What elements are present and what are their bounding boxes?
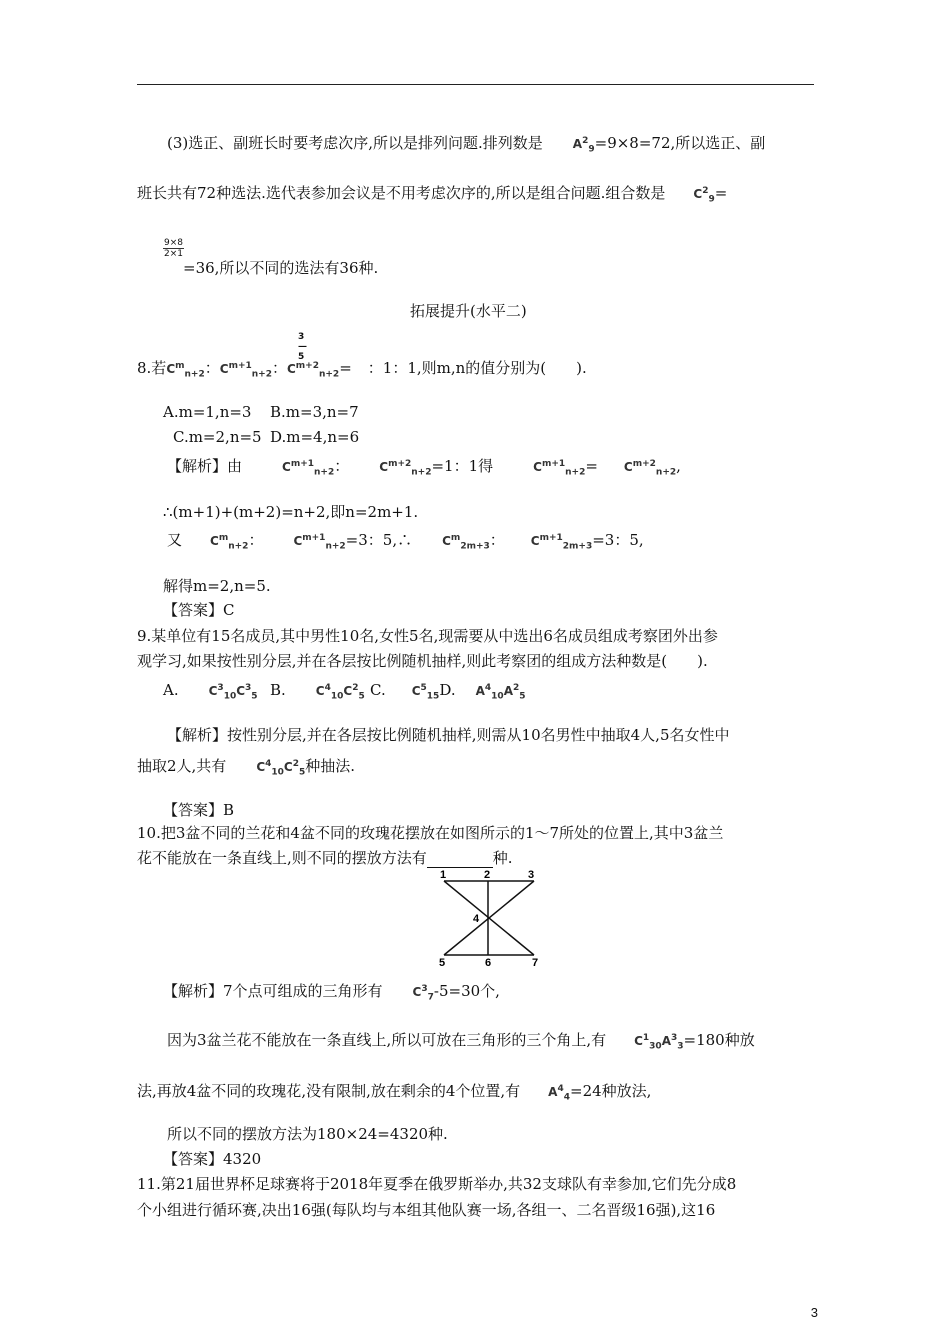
option-b: B. $C^4_{10}C^2_5$ [270, 681, 365, 702]
solution-line: 【解析】按性别分层,并在各层按比例随机抽样,则需从10名男性中抽取4人,5名女性中 [167, 726, 730, 744]
fraction-3-5: 3 — 5 [298, 332, 307, 362]
text-line: =36,所以不同的选法有36种. [183, 259, 379, 277]
formula: $C^4_{10}C^2_5$ [315, 683, 365, 702]
formula: $C^{m+1}_{n+2}$ [533, 459, 586, 478]
formula: $C^1_{30}A^3_3$ [634, 1033, 684, 1052]
formula: $A^4_{10}A^2_5$ [475, 683, 526, 702]
page-number: 3 [810, 1305, 818, 1320]
formula: $C^{m+2}_{n+2}$ [286, 361, 340, 380]
solution-line: 又 $C^m_{n+2}$： $C^{m+1}_{n+2}=3$：5,∴ $C^m_{2m+3}$： $C^{m+1}_{2m+3}=3$：5, [167, 531, 644, 552]
formula-C-9-2: $C^2_9$ [693, 186, 715, 205]
formula-A-9-2: $A^2_9$ [572, 136, 595, 155]
question-11-line: 11.第21届世界杯足球赛将于2018年夏季在俄罗斯举办,共32支球队有幸参加,它们先分成8 [137, 1175, 737, 1193]
solution-line: 因为3盆兰花不能放在一条直线上,所以可放在三角形的三个角上,有 $C^1_{30}A^3_3=180$种放 [167, 1031, 755, 1052]
figure-label: 2 [484, 869, 491, 881]
option-c: C.m=2,n=5 [173, 428, 262, 446]
formula: $C^3_7$ [412, 984, 434, 1003]
formula: $C^3_{10}C^3_5$ [208, 683, 258, 702]
question-10-line: 10.把3盆不同的兰花和4盆不同的玫瑰花摆放在如图所示的1～7所处的位置上,其中3盆兰 [137, 824, 724, 842]
text-line: (3)选正、副班长时要考虑次序,所以是排列问题.排列数是 $A^2_9=9\times 8=72$,所以选正、副 [167, 134, 766, 155]
question-9-line: 9.某单位有15名成员,其中男性10名,女性5名,现需要从中选出6名成员组成考察团外出参 [137, 627, 718, 645]
section-heading: 拓展提升(水平二) [410, 302, 527, 320]
answer-blank [427, 853, 493, 868]
question-8: 8.若$C^m_{n+2}$：$C^{m+1}_{n+2}$：$C^{m+2}_{n+2}=$ ：1：1,则m,n的值分别为( ). [137, 359, 587, 380]
formula: $C^{m+1}_{n+2}$ [293, 533, 346, 552]
solution-line: 【解析】7个点可组成的三角形有 $C^3_7-5=30$个, [163, 982, 500, 1003]
formula: $C^{m+1}_{n+2}$ [282, 459, 335, 478]
fraction: $\frac{9\times 8}{2\times 1}$ [164, 238, 183, 259]
solution-line: 抽取2人,共有 $C^4_{10}C^2_5$种抽法. [137, 757, 356, 778]
answer: 【答案】C [163, 601, 235, 619]
formula: $A^4_4$ [548, 1084, 570, 1103]
solution-line: 所以不同的摆放方法为180×24=4320种. [167, 1125, 448, 1143]
option-b: B.m=3,n=7 [270, 403, 359, 421]
formula: $C^m_{n+2}$ [166, 361, 205, 380]
figure-label: 7 [532, 957, 539, 968]
question-9-line: 观学习,如果按性别分层,并在各层按比例随机抽样,则此考察团的组成方法种数是( ). [137, 652, 708, 670]
question-11-line: 个小组进行循环赛,决出16强(每队均与本组其他队赛一场,各组一、二名晋级16强),这16 [137, 1201, 716, 1219]
solution-line: 解得m=2,n=5. [163, 577, 271, 595]
solution-line: ∴(m+1)+(m+2)=n+2,即n=2m+1. [163, 503, 419, 521]
formula: $C^{m+1}_{n+2}$ [219, 361, 272, 380]
solution-line: 【解析】由 $C^{m+1}_{n+2}$： $C^{m+2}_{n+2}=1$：1得 $C^{m+1}_{n+2}= C^{m+2}_{n+2}$, [167, 457, 681, 478]
formula: $C^m_{2m+3}$ [442, 533, 490, 552]
figure-label: 3 [528, 869, 535, 881]
figure-label: 6 [485, 957, 492, 968]
solution-line: 法,再放4盆不同的玫瑰花,没有限制,放在剩余的4个位置,有 $A^4_4=24$种放法, [137, 1082, 652, 1103]
text-line: 班长共有72种选法.选代表参加会议是不用考虑次序的,所以是组合问题.组合数是 $C^2_9=$ [137, 184, 728, 205]
figure-label: 4 [473, 913, 480, 925]
formula: $C^m_{n+2}$ [210, 533, 249, 552]
position-figure [436, 868, 546, 968]
text-line [163, 238, 184, 259]
figure-label: 5 [439, 957, 446, 968]
formula: $C^{m+2}_{n+2}$ [379, 459, 432, 478]
formula: $C^{m+1}_{2m+3}$ [530, 533, 593, 552]
option-a: A.m=1,n=3 [163, 403, 252, 421]
formula: $C^4_{10}C^2_5$ [256, 759, 306, 778]
option-a: A. $C^3_{10}C^3_5$ [163, 681, 258, 702]
header-rule [137, 84, 814, 85]
answer: 【答案】4320 [163, 1150, 262, 1168]
answer: 【答案】B [163, 801, 235, 819]
formula: $C^5_{15}$ [411, 683, 440, 702]
question-10-line: 花不能放在一条直线上,则不同的摆放方法有 种. [137, 849, 513, 867]
figure-label: 1 [440, 869, 447, 881]
formula: $C^{m+2}_{n+2}$ [623, 459, 677, 478]
option-c: C. $C^5_{15}D$. $A^4_{10}A^2_5$ [370, 681, 526, 702]
option-d: D.m=4,n=6 [270, 428, 360, 446]
